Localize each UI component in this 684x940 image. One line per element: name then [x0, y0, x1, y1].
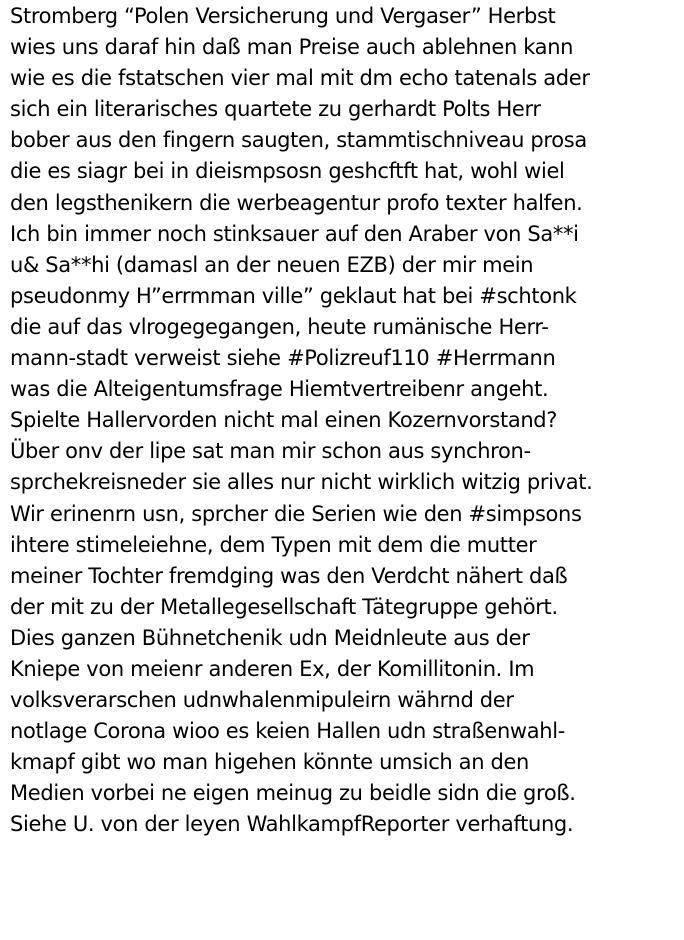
text-line-12: mann-stadt verweist siehe #Polizreuf110 #Herrmann: [10, 346, 556, 371]
text-line-20: der mit zu der Metallegesellschaft Tätegruppe gehört.: [10, 594, 558, 619]
text-line-2: wies uns daraf hin daß man Preise auch ablehnen kann: [10, 35, 574, 60]
text-block: [10, 1, 680, 841]
text-line-21: Dies ganzen Bühnetchenik udn Meidnleute aus der: [10, 625, 530, 650]
text-line-6: die es siagr bei in dieismpsosn geshcftft hat, wohl wiel: [10, 159, 565, 184]
text-line-27: Siehe U. von der leyen WahlkampfReporter verhaftung.: [10, 812, 574, 837]
text-line-10: pseudonmy H”errmman ville” geklaut hat bei #schtonk: [10, 283, 577, 308]
text-line-16: sprchekreisneder sie alles nur nicht wirklich witzig privat.: [10, 470, 593, 495]
text-line-23: volksverarschen udnwhalenmipuleirn währnd der: [10, 688, 514, 713]
text-line-1: Stromberg “Polen Versicherung und Vergaser” Herbst: [10, 4, 556, 28]
text-line-3: wie es die fstatschen vier mal mit dm echo tatenals ader: [10, 66, 590, 91]
text-line-18: ihtere stimeleiehne, dem Typen mit dem die mutter: [10, 532, 537, 557]
text-line-8: Ich bin immer noch stinksauer auf den Araber von Sa**i: [10, 221, 579, 246]
text-line-19: meiner Tochter fremdging was den Verdcht nähert daß: [10, 563, 568, 588]
text-line-7: den legsthenikern die werbeagentur profo texter halfen.: [10, 190, 583, 215]
text-line-13: was die Alteigentumsfrage Hiemtvertreibenr angeht.: [10, 377, 549, 402]
text-line-17: Wir erinenrn usn, sprcher die Serien wie den #simpsons: [10, 501, 582, 526]
text-line-26: Medien vorbei ne eigen meinug zu beidle sidn die groß.: [10, 781, 576, 806]
text-line-5: bober aus den fingern saugten, stammtischniveau prosa: [10, 128, 587, 153]
text-line-24: notlage Corona wioo es keien Hallen udn straßenwahl-: [10, 719, 565, 744]
text-line-11: die auf das vlrogegegangen, heute rumänische Herr-: [10, 314, 549, 339]
text-line-25: kmapf gibt wo man higehen könnte umsich an den: [10, 750, 530, 775]
text-line-15: Über onv der lipe sat man mir schon aus synchron-: [10, 439, 531, 464]
text-line-22: Kniepe von meienr anderen Ex, der Komillitonin. Im: [10, 656, 535, 681]
text-line-9: u& Sa**hi (damasl an der neuen EZB) der mir mein: [10, 252, 534, 277]
text-line-14: Spielte Hallervorden nicht mal einen Kozernvorstand?: [10, 408, 558, 433]
text-line-4: sich ein literarisches quartete zu gerhardt Polts Herr: [10, 97, 541, 122]
